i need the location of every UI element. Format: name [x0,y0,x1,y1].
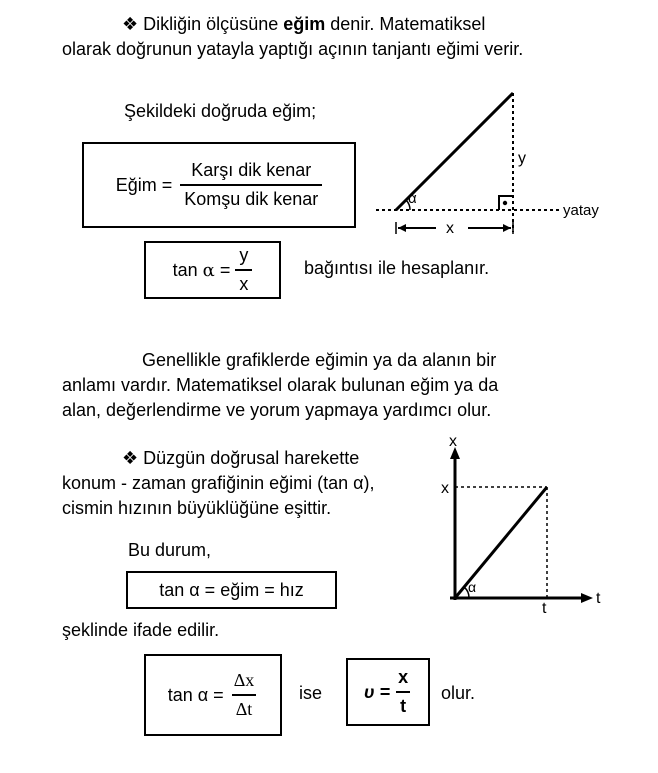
tan-formula-tail: bağıntısı ile hesaplanır. [304,258,490,278]
tan-fraction [235,245,252,295]
intro-line2: olarak doğrunun yatayla yaptığı açının tanjantı eğimi verir. [62,39,524,59]
intro-paragraph [62,12,608,62]
velocity-numerator: x [398,667,409,687]
p2-line3: alan, değerlendirme ve yorum yapmaya yardımcı olur. [62,400,492,420]
fig1-x-label: x [446,220,454,237]
slope-triangle-figure [370,85,620,245]
slope-denominator: Komşu dik kenar [180,184,322,210]
fig1-yatay-label: yatay [563,202,599,219]
tan-egim-hiz-text: tan α = eğim = hız [159,579,304,600]
x-measure-right-arrowhead [503,224,511,232]
x-measure-left-arrowhead [398,224,406,232]
graph-meaning-paragraph [62,348,608,423]
bu-durum-text: Bu durum, [128,540,212,560]
velocity-formula-lhs: υ = [363,681,391,702]
tan-numerator: y [239,245,249,265]
equals-sign: = [219,259,231,280]
tan-word: tan [172,259,198,280]
velocity-formula-box [346,658,430,726]
ise-text: ise [299,683,323,703]
motion-paragraph [62,446,442,521]
fig1-y-label: y [518,150,526,167]
tan-formula-box [144,241,281,299]
p3-line1: Düzgün doğrusal harekette [143,448,360,468]
delta-numerator: Δx [233,670,255,690]
intro-line1-after: denir. Matematiksel [330,14,486,34]
fig1-alpha-label: α [408,190,417,207]
x-value-label: x [441,480,449,497]
slope-fraction [180,160,322,210]
x-axis-label: x [449,435,457,450]
t-value-label: t [542,600,547,615]
p2-line1: Genellikle grafiklerde eğimin ya da alanın bir [142,350,497,370]
slope-formula-lhs: Eğim = [115,174,173,195]
position-time-graph [440,435,615,615]
tan-egim-hiz-box [126,571,337,609]
tan-denominator: x [235,269,252,295]
p3-line3: cismin hızının büyüklüğüne eşittir. [62,498,332,518]
slope-numerator: Karşı dik kenar [191,160,312,180]
seklinde-text: şeklinde ifade edilir. [62,620,220,640]
p3-line2: konum - zaman grafiğinin eğimi (tan α), [62,473,375,493]
bullet-icon: ❖ [122,448,139,468]
bullet-icon: ❖ [122,14,139,34]
delta-fraction [230,670,259,720]
alpha-symbol: α [202,259,215,281]
t-axis-label: t [596,590,601,607]
velocity-fraction [394,667,412,717]
delta-denominator: Δt [232,694,257,720]
p2-line2: anlamı vardır. Matematiksel olarak bulunan eğim ya da [62,375,499,395]
fig2-alpha-label: α [468,579,477,595]
velocity-denominator: t [396,691,410,717]
slope-intro-text: Şekildeki doğruda eğim; [124,101,317,121]
delta-formula-box [144,654,282,736]
egim-bold-term: eğim [283,14,326,34]
olur-text: olur. [441,683,476,703]
t-axis-arrowhead [581,593,593,603]
slope-formula-box [82,142,356,228]
delta-formula-lhs: tan α = [167,684,224,705]
right-angle-dot [503,201,507,205]
intro-line1-before: Dikliğin ölçüsüne [143,14,279,34]
